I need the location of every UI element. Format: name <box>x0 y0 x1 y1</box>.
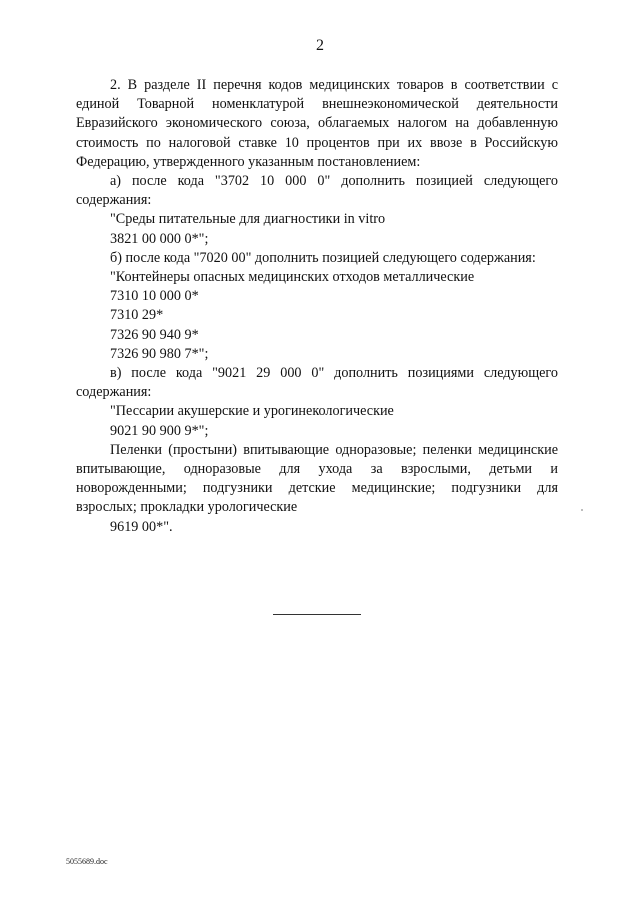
paragraph-section-2: 2. В разделе II перечня кодов медицинских товаров в соответствии с единой Товарной номенклатурой внешнеэкономической деятельности Евразийского экономического союза, облагаемых налогом на добавленную стоимость по налоговой ставке 10 процентов при их ввозе в Российскую Федерацию, утвержденного указанным постановлением: <box>76 77 558 170</box>
page-number: 2 <box>316 37 324 54</box>
paragraph-c-item-2: 9021 90 900 9*"; <box>110 422 209 439</box>
paragraph-c-item-1: "Пессарии акушерские и урогинекологические <box>110 403 394 420</box>
paragraph-b-item-3: 7310 29* <box>110 307 164 324</box>
paragraph-b-item-5: 7326 90 980 7*"; <box>110 345 209 362</box>
scan-speck <box>581 509 583 511</box>
paragraph-b-item-2: 7310 10 000 0* <box>110 288 199 305</box>
paragraph-b-intro: б) после кода "7020 00" дополнить позицией следующего содержания: <box>110 249 536 266</box>
paragraph-a-item-2: 3821 00 000 0*"; <box>110 230 209 247</box>
document-body <box>76 76 558 537</box>
paragraph-c-intro: в) после кода "9021 29 000 0" дополнить позициями следующего содержания: <box>76 365 558 401</box>
paragraph-c-item-3: Пеленки (простыни) впитывающие одноразовые; пеленки медицинские впитывающие, одноразовые для ухода за взрослыми, детьми и новорожденными; подгузники детские медицинские; подгузники для взрослых; прокладки урологические <box>76 441 558 516</box>
paragraph-a-item-1: "Среды питательные для диагностики in vitro <box>110 211 386 228</box>
document-id: 5055689.doc <box>66 857 108 866</box>
separator-line <box>273 614 361 615</box>
paragraph-b-item-4: 7326 90 940 9* <box>110 326 199 343</box>
paragraph-b-item-1: "Контейнеры опасных медицинских отходов металлические <box>110 269 475 286</box>
paragraph-c-item-4: 9619 00*". <box>110 518 173 535</box>
paragraph-a-intro: а) после кода "3702 10 000 0" дополнить позицией следующего содержания: <box>76 173 558 209</box>
